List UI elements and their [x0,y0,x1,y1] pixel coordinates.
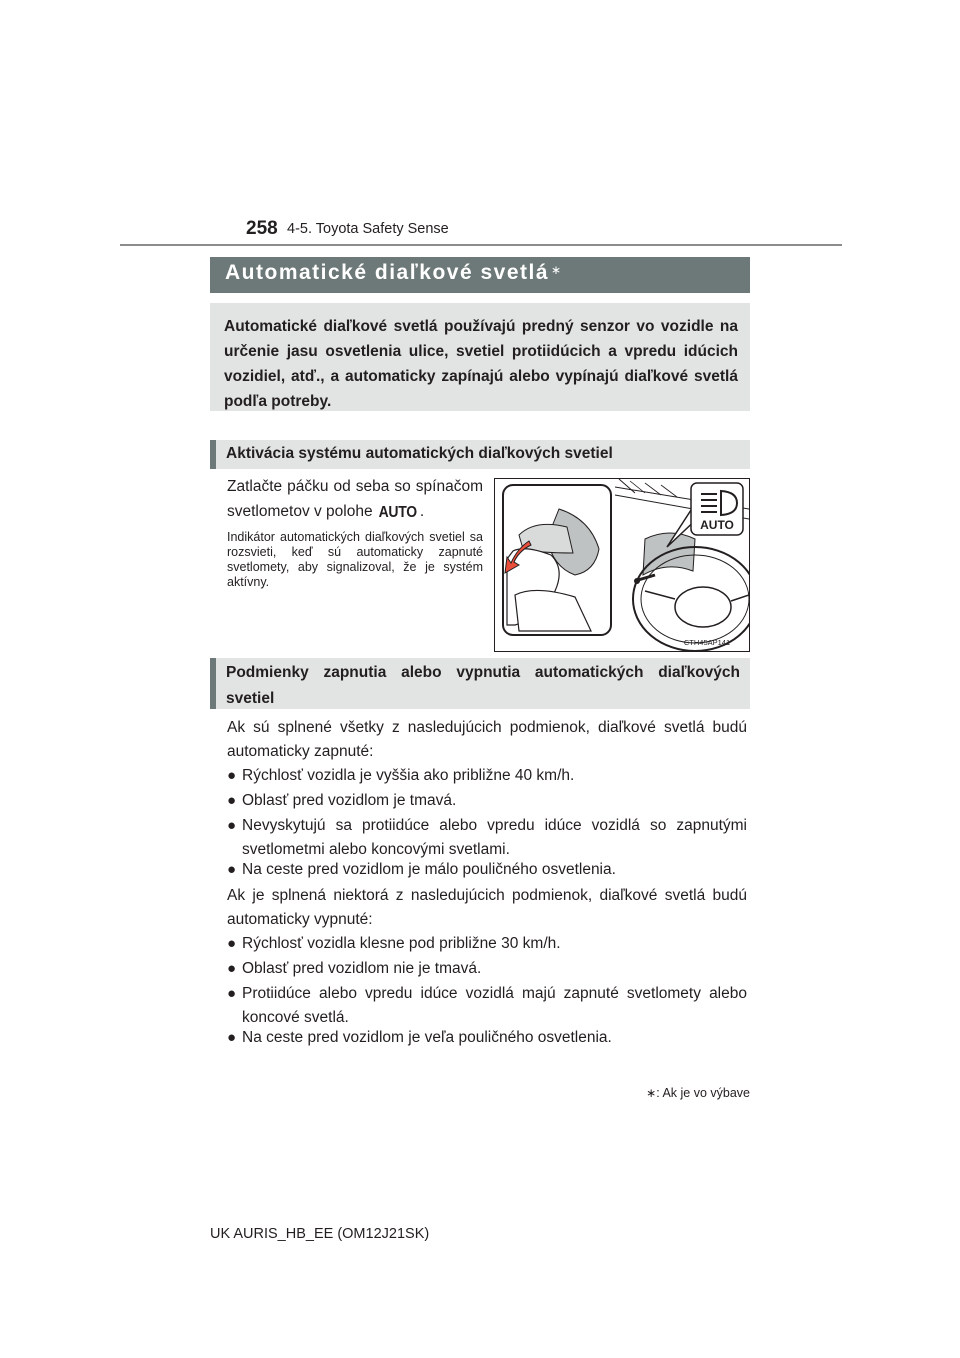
list-item-text: Na ceste pred vozidlom je veľa pouličného osvetlenia. [242,1029,612,1046]
page-title-text: Automatické diaľkové svetlá [225,261,550,284]
bullet-icon: ● [227,767,237,784]
bullet-icon: ● [227,935,237,952]
bullet-icon: ● [227,817,237,834]
bullet-icon: ● [227,792,237,809]
document-footer: UK AURIS_HB_EE (OM12J21SK) [210,1226,430,1242]
list-item [227,789,747,813]
on-conditions-intro: Ak sú splnené všetky z nasledujúcich podmienok, diaľkové svetlá budú automaticky zapnuté: [227,719,747,760]
activation-heading [210,440,750,469]
list-item [227,764,747,788]
lever-tip [634,578,640,584]
bullet-icon: ● [227,960,237,977]
list-item [227,814,747,862]
activation-note: Indikátor automatických diaľkových svetiel sa rozsvieti, keď sú automaticky zapnuté svetlomety, aby signalizoval, že je systém aktívny. [227,530,483,589]
bullet-icon: ● [227,1029,237,1046]
title-bar [210,257,750,293]
list-item-text: Oblasť pred vozidlom nie je tmavá. [242,960,482,977]
footnote [600,1086,750,1100]
list-item [227,932,747,956]
list-item-text: Protiidúce alebo vpredu idúce vozidlá majú zapnuté svetlomety alebo koncové svetlá. [242,985,747,1026]
illustration-svg [495,479,749,651]
steering-hub [675,587,731,627]
footnote-marker: ∗ [646,1086,657,1100]
header-rule [120,244,842,246]
activation-heading-text: Aktivácia systému automatických diaľkových svetiel [226,445,613,462]
conditions-heading [210,658,750,709]
off-conditions-intro: Ak je splnená niektorá z nasledujúcich podmienok, diaľkové svetlá budú automaticky vypnuté: [227,887,747,928]
list-item [227,858,747,882]
list-item [227,957,747,981]
list-item-text: Rýchlosť vozidla je vyššia ako približne 40 km/h. [242,767,575,784]
conditions-heading-line1: Podmienky zapnutia alebo vypnutia automatických diaľkových [226,664,740,681]
activation-instruction-text: Zatlačte páčku od seba so spínačom svetlometov v polohe [227,478,483,520]
activation-text-block [227,475,483,590]
equipment-marker: ∗ [551,263,563,277]
bullet-icon: ● [227,861,237,878]
list-item-text: Nevyskytujú sa protiidúce alebo vpredu idúce vozidlá so zapnutými svetlometmi alebo koncovými svetlami. [242,817,747,858]
list-item-text: Na ceste pred vozidlom je málo pouličného osvetlenia. [242,861,616,878]
activation-instruction [227,475,483,524]
footnote-text: : Ak je vo výbave [656,1086,750,1100]
headlight-switch-illustration [494,478,750,652]
bullet-icon: ● [227,985,237,1002]
list-item-text: Rýchlosť vozidla klesne pod približne 30 km/h. [242,935,561,952]
conditions-heading-line2: svetiel [226,690,275,707]
indicator-auto-label: AUTO [700,518,734,532]
intro-text: Automatické diaľkové svetlá používajú predný senzor vo vozidle na určenie jasu osvetlenia ulice, svetiel protiidúcich a vpredu idúcich vozidiel, atď., a automaticky zapínajú alebo vypínajú diaľkové svetlá podľa potreby. [224,318,738,410]
list-item [227,1026,747,1050]
activation-instruction-end: . [419,503,425,520]
page-title [225,261,563,285]
intro-box [210,303,750,411]
list-item-text: Oblasť pred vozidlom je tmavá. [242,792,457,809]
list-item [227,982,747,1030]
auto-symbol: AUTO [378,501,417,521]
figure-code: CTH45AP141 [683,638,731,647]
section-path: 4-5. Toyota Safety Sense [287,221,449,237]
page-number: 258 [246,218,278,239]
